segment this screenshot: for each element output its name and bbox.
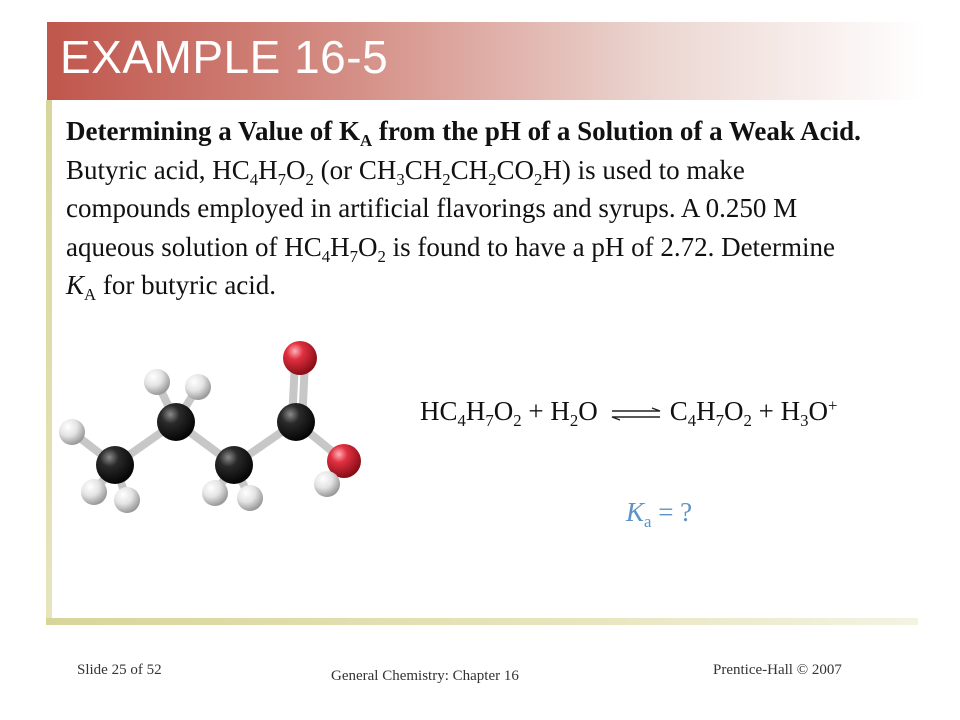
problem-text: O: [358, 231, 378, 262]
ka-unknown: = ?: [651, 497, 693, 527]
equation-text: O: [808, 396, 828, 426]
subscript: 4: [321, 246, 331, 266]
carbon-atom: [215, 446, 253, 484]
subscript: A: [84, 284, 97, 304]
subscript: 3: [396, 169, 405, 189]
problem-text: H: [258, 154, 278, 185]
equation-text: + H: [521, 396, 570, 426]
subscript: 2: [305, 169, 314, 189]
dissociation-equation: [420, 395, 838, 430]
problem-text: (or CH: [313, 154, 397, 185]
superscript: +: [828, 395, 838, 415]
problem-heading: [66, 116, 861, 150]
problem-text: is found to have a pH of 2.72. Determine: [385, 231, 836, 262]
equation-text: C: [669, 396, 688, 426]
bottom-frame-bar: [46, 618, 918, 625]
heading-text-cont: from the pH of a Solution of a Weak Acid.: [372, 116, 861, 146]
heading-text: Determining a Value of K: [66, 116, 360, 146]
subscript: 4: [457, 410, 466, 430]
atoms: [59, 341, 361, 513]
subscript: 3: [800, 410, 809, 430]
hydrogen-atom: [185, 374, 211, 400]
problem-text: CO: [496, 154, 535, 185]
equation-text: O: [578, 396, 598, 426]
equation-text: O: [724, 396, 744, 426]
hydrogen-atom: [237, 485, 263, 511]
hydrogen-atom: [314, 471, 340, 497]
heading-subscript: A: [360, 130, 373, 150]
hydrogen-atom: [114, 487, 140, 513]
subscript: 2: [488, 169, 497, 189]
problem-text: Butyric acid, HC: [66, 154, 250, 185]
equilibrium-arrow-icon: [610, 407, 662, 421]
problem-text: CH: [450, 154, 489, 185]
butyric-acid-molecule-model: [52, 330, 382, 530]
subscript: 7: [485, 410, 494, 430]
hydrogen-atom: [202, 480, 228, 506]
hydrogen-atom: [59, 419, 85, 445]
equation-text: H: [465, 396, 486, 426]
subscript: 2: [442, 169, 451, 189]
equation-text: HC: [420, 396, 458, 426]
course-label: General Chemistry: Chapter 16: [331, 668, 519, 684]
oxygen-atom: [283, 341, 317, 375]
carbon-atom: [157, 403, 195, 441]
subscript: 2: [513, 410, 522, 430]
subscript: a: [644, 511, 652, 531]
hydrogen-atom: [81, 479, 107, 505]
ka-expression: [626, 497, 693, 531]
publisher-copyright: Prentice-Hall © 2007: [713, 662, 842, 678]
subscript: 7: [349, 246, 358, 266]
problem-text: for butyric acid.: [96, 270, 277, 300]
subscript: 4: [687, 410, 697, 430]
problem-text: CH: [404, 154, 443, 185]
hydrogen-atom: [144, 369, 170, 395]
slide-title: EXAMPLE 16-5: [60, 31, 389, 83]
equation-text: + H: [751, 396, 801, 426]
ka-symbol: K: [66, 270, 85, 300]
subscript: 7: [715, 410, 725, 430]
carbon-atom: [96, 446, 134, 484]
equation-text: O: [493, 396, 514, 426]
subscript: 2: [569, 410, 579, 430]
subscript: 2: [534, 169, 543, 189]
problem-text: H: [330, 231, 350, 262]
ka-symbol: K: [626, 497, 645, 527]
problem-text: H) is used to make compounds employed in artificial flavorings and syrups. A 0.250 M aqueous solution of HC: [66, 154, 798, 262]
subscript: 7: [277, 169, 286, 189]
slide-number: Slide 25 of 52: [77, 662, 162, 678]
subscript: 2: [377, 246, 386, 266]
problem-statement: [66, 112, 866, 305]
subscript: 2: [743, 410, 752, 430]
equation-text: H: [696, 396, 716, 426]
carbon-atom: [277, 403, 315, 441]
problem-text: O: [285, 154, 306, 185]
subscript: 4: [249, 169, 259, 189]
